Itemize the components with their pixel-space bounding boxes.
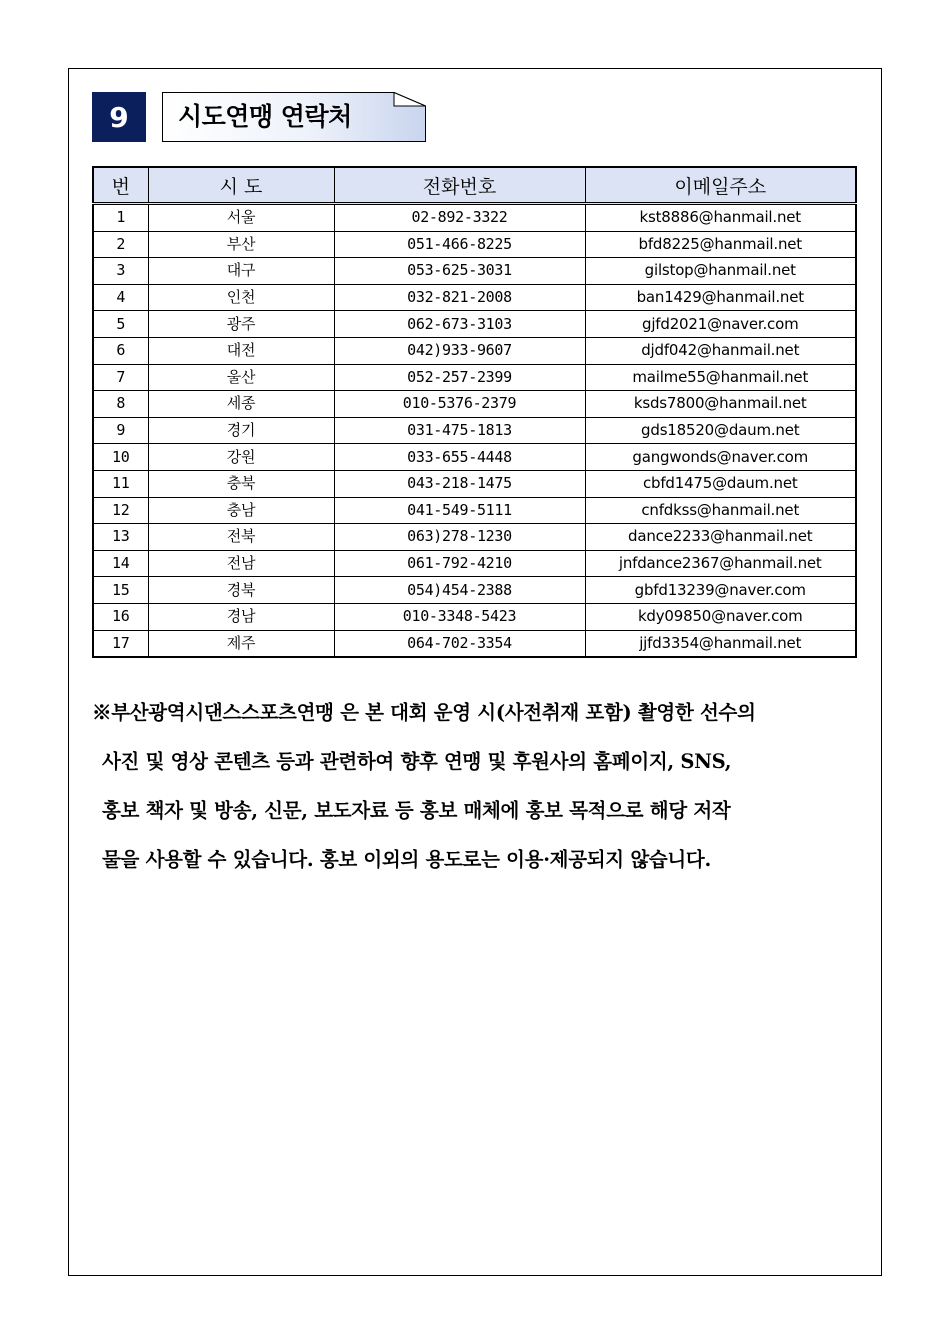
cell-phone: 010-3348-5423 xyxy=(334,603,585,630)
cell-phone: 063)278-1230 xyxy=(334,524,585,551)
cell-phone: 061-792-4210 xyxy=(334,550,585,577)
table-header-row xyxy=(93,167,856,204)
cell-email: jjfd3354@hanmail.net xyxy=(585,630,856,657)
header-region: 시 도 xyxy=(148,167,334,204)
cell-no: 5 xyxy=(93,311,148,338)
section-title: 시도연맹 연락처 xyxy=(178,102,352,131)
cell-region: 경남 xyxy=(148,603,334,630)
cell-no: 6 xyxy=(93,337,148,364)
cell-email: cnfdkss@hanmail.net xyxy=(585,497,856,524)
table-row xyxy=(93,603,856,630)
cell-no: 7 xyxy=(93,364,148,391)
table-row xyxy=(93,497,856,524)
cell-phone: 031-475-1813 xyxy=(334,417,585,444)
cell-no: 1 xyxy=(93,204,148,232)
cell-region: 경북 xyxy=(148,577,334,604)
cell-phone: 032-821-2008 xyxy=(334,284,585,311)
cell-no: 2 xyxy=(93,231,148,258)
notice-text xyxy=(92,688,862,884)
cell-no: 12 xyxy=(93,497,148,524)
cell-region: 부산 xyxy=(148,231,334,258)
cell-no: 9 xyxy=(93,417,148,444)
cell-region: 대전 xyxy=(148,337,334,364)
cell-region: 울산 xyxy=(148,364,334,391)
cell-email: jnfdance2367@hanmail.net xyxy=(585,550,856,577)
cell-region: 강원 xyxy=(148,444,334,471)
cell-phone: 033-655-4448 xyxy=(334,444,585,471)
cell-region: 서울 xyxy=(148,204,334,232)
table-row xyxy=(93,284,856,311)
table-row xyxy=(93,550,856,577)
cell-region: 인천 xyxy=(148,284,334,311)
table-row xyxy=(93,364,856,391)
cell-phone: 053-625-3031 xyxy=(334,258,585,285)
cell-email: gbfd13239@naver.com xyxy=(585,577,856,604)
cell-email: kst8886@hanmail.net xyxy=(585,204,856,232)
cell-phone: 052-257-2399 xyxy=(334,364,585,391)
notice-line: 홍보 책자 및 방송, 신문, 보도자료 등 홍보 매체에 홍보 목적으로 해당 저작 xyxy=(102,799,731,822)
header-email: 이메일주소 xyxy=(585,167,856,204)
cell-no: 17 xyxy=(93,630,148,657)
section-title-box xyxy=(162,92,426,142)
table-row xyxy=(93,577,856,604)
table-row xyxy=(93,204,856,232)
cell-no: 14 xyxy=(93,550,148,577)
table-row xyxy=(93,470,856,497)
cell-email: ban1429@hanmail.net xyxy=(585,284,856,311)
cell-no: 4 xyxy=(93,284,148,311)
cell-phone: 043-218-1475 xyxy=(334,470,585,497)
table-row xyxy=(93,258,856,285)
cell-region: 전남 xyxy=(148,550,334,577)
table-row xyxy=(93,444,856,471)
contacts-table xyxy=(92,166,857,658)
notice-line: ※부산광역시댄스스포츠연맹 은 본 대회 운영 시(사전취재 포함) 촬영한 선수의 xyxy=(92,701,756,724)
cell-email: dance2233@hanmail.net xyxy=(585,524,856,551)
table-row xyxy=(93,417,856,444)
cell-region: 광주 xyxy=(148,311,334,338)
header-phone: 전화번호 xyxy=(334,167,585,204)
cell-no: 11 xyxy=(93,470,148,497)
cell-email: mailme55@hanmail.net xyxy=(585,364,856,391)
cell-email: gilstop@hanmail.net xyxy=(585,258,856,285)
table-row xyxy=(93,524,856,551)
cell-phone: 064-702-3354 xyxy=(334,630,585,657)
table-row xyxy=(93,311,856,338)
cell-email: bfd8225@hanmail.net xyxy=(585,231,856,258)
cell-region: 충북 xyxy=(148,470,334,497)
cell-email: cbfd1475@daum.net xyxy=(585,470,856,497)
table-row xyxy=(93,337,856,364)
cell-region: 세종 xyxy=(148,391,334,418)
cell-no: 10 xyxy=(93,444,148,471)
cell-no: 16 xyxy=(93,603,148,630)
cell-region: 대구 xyxy=(148,258,334,285)
cell-phone: 062-673-3103 xyxy=(334,311,585,338)
cell-no: 15 xyxy=(93,577,148,604)
cell-region: 전북 xyxy=(148,524,334,551)
notice-line: 물을 사용할 수 있습니다. 홍보 이외의 용도로는 이용·제공되지 않습니다. xyxy=(102,848,711,871)
cell-region: 충남 xyxy=(148,497,334,524)
cell-region: 경기 xyxy=(148,417,334,444)
cell-email: gangwonds@naver.com xyxy=(585,444,856,471)
cell-phone: 054)454-2388 xyxy=(334,577,585,604)
table-row xyxy=(93,231,856,258)
table-row xyxy=(93,391,856,418)
cell-phone: 042)933-9607 xyxy=(334,337,585,364)
cell-email: gds18520@daum.net xyxy=(585,417,856,444)
cell-no: 3 xyxy=(93,258,148,285)
cell-no: 8 xyxy=(93,391,148,418)
cell-email: kdy09850@naver.com xyxy=(585,603,856,630)
cell-phone: 051-466-8225 xyxy=(334,231,585,258)
section-number-badge xyxy=(92,92,146,142)
cell-phone: 02-892-3322 xyxy=(334,204,585,232)
cell-email: ksds7800@hanmail.net xyxy=(585,391,856,418)
header-no: 번 xyxy=(93,167,148,204)
cell-email: gjfd2021@naver.com xyxy=(585,311,856,338)
section-number: 9 xyxy=(109,100,129,134)
table-row xyxy=(93,630,856,657)
notice-line: 사진 및 영상 콘텐츠 등과 관련하여 향후 연맹 및 후원사의 홈페이지, SNS, xyxy=(102,750,732,773)
cell-region: 제주 xyxy=(148,630,334,657)
cell-phone: 041-549-5111 xyxy=(334,497,585,524)
cell-phone: 010-5376-2379 xyxy=(334,391,585,418)
cell-email: djdf042@hanmail.net xyxy=(585,337,856,364)
cell-no: 13 xyxy=(93,524,148,551)
